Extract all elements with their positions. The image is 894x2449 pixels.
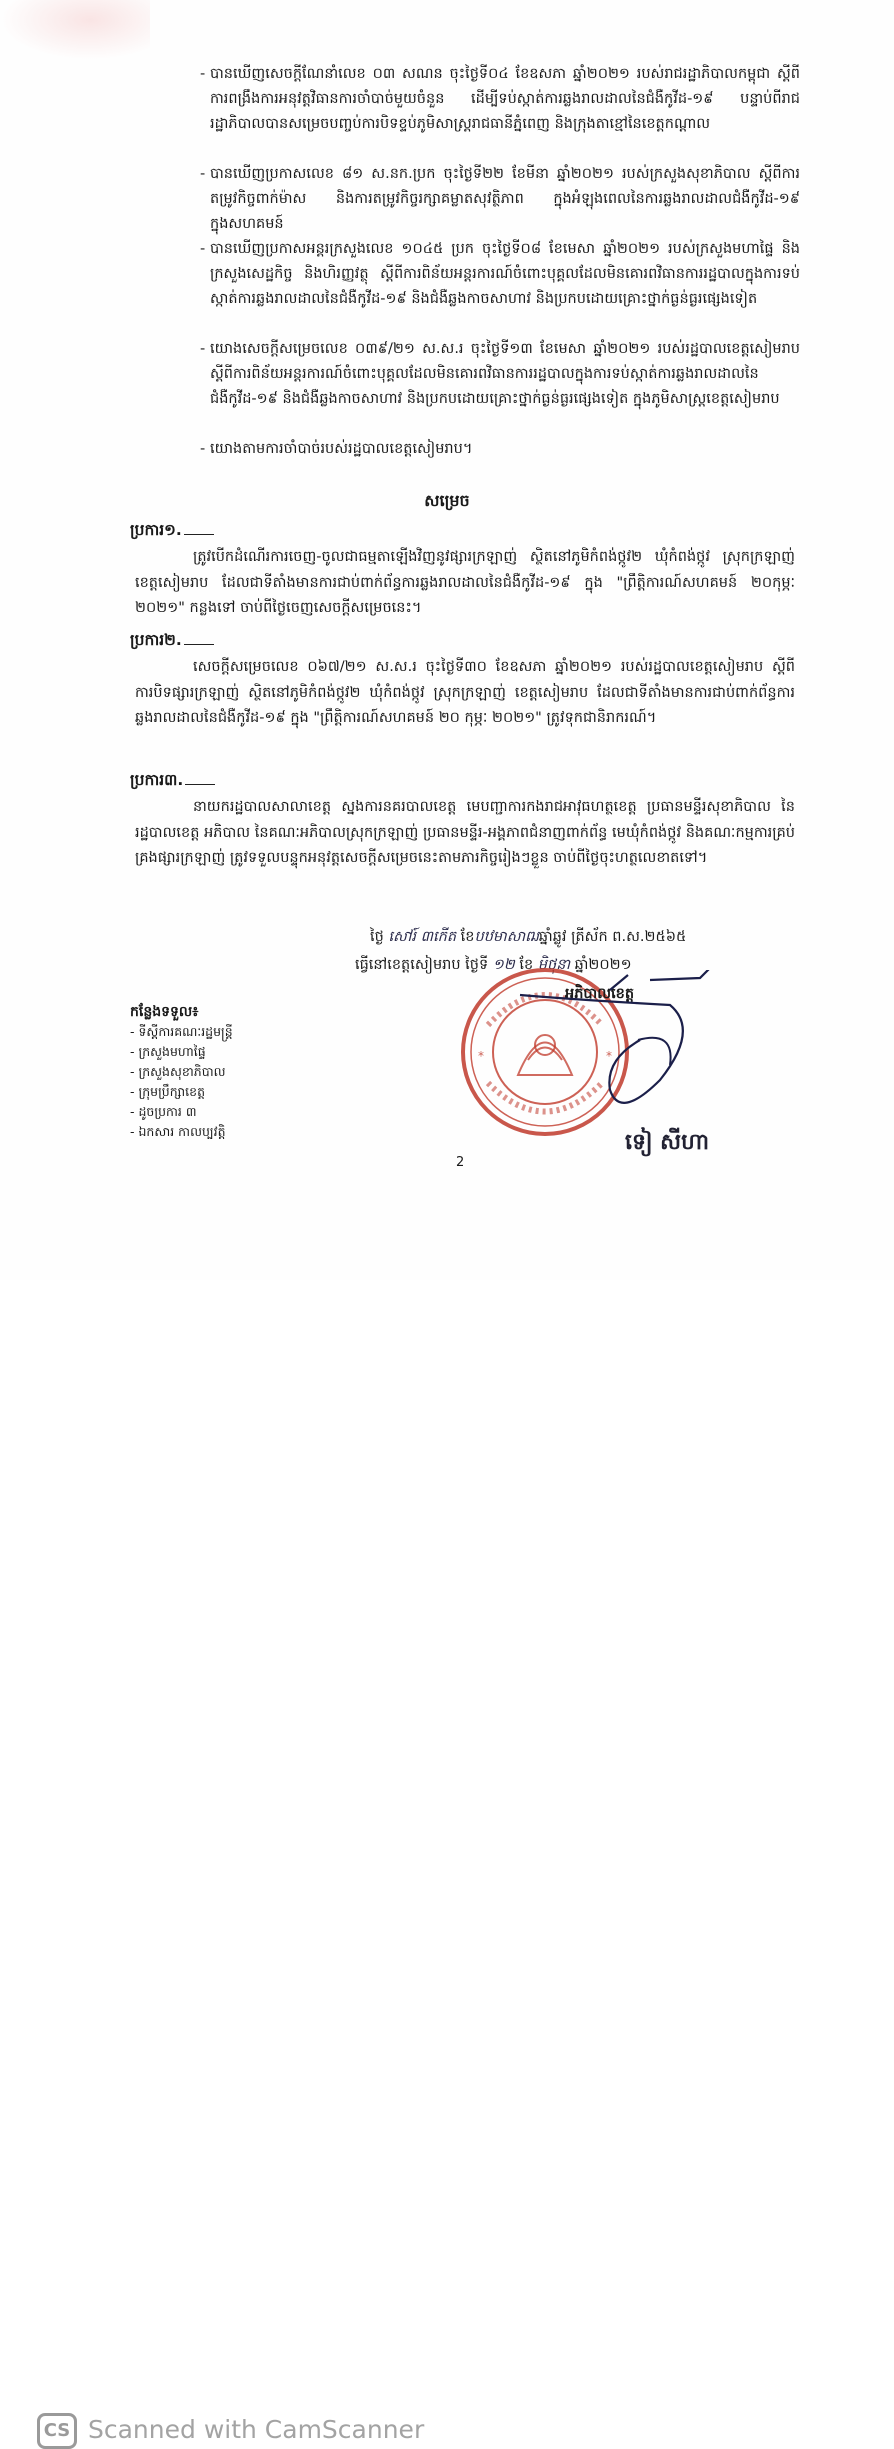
svg-text:*: * bbox=[606, 1049, 612, 1063]
place-date-line: ធ្វើនៅខេត្តសៀមរាប ថ្ងៃទី ១២ ខែ មិថុនា ឆ្នាំ២០២១ bbox=[355, 957, 632, 973]
preamble-item: - យោងតាមការចាំបាច់របស់រដ្ឋបាលខេត្តសៀមរាប។ bbox=[200, 441, 473, 457]
decision-heading: សម្រេច bbox=[424, 491, 470, 510]
preamble-item: - បានឃើញប្រកាសអន្តរក្រសួងលេខ ១០៤៥ ប្រក ចុះថ្ងៃទី០៨ ខែមេសា ឆ្នាំ២០២១ របស់ក្រសួងមហាផ្ទៃ និងក្រសួងសេដ្ឋកិច្ច និងហិរញ្ញវត្ថុ ស្តីពីការពិន័យអន្តរការណ៍ចំពោះបុគ្គលដែលមិនគោរពវិធានការរដ្ឋបាលក្នុងការទប់ស្កាត់ការឆ្លងរាលដាលនៃជំងឺកូវីដ-១៩ និងជំងឺឆ្លងកាចសាហាវ និងប្រកបដោយគ្រោះថ្នាក់ធ្ងន់ធ្ងរផ្សេងទៀត bbox=[200, 241, 800, 307]
article-3-heading: ប្រការ៣. bbox=[130, 770, 215, 793]
handwritten-signature bbox=[500, 970, 730, 1120]
handwritten-weekday: សៅរ៍ bbox=[388, 929, 417, 945]
recipient-item: - ឯកសារ កាលប្បវត្តិ bbox=[130, 1122, 233, 1142]
handwritten-month: មិថុនា bbox=[537, 957, 570, 973]
governor-title: អភិបាលខេត្ត bbox=[565, 986, 635, 1002]
signer-name: ទៀ សីហា bbox=[625, 1130, 710, 1155]
page-number: 2 bbox=[456, 1155, 465, 1170]
preamble-item: - បានឃើញសេចក្តីណែនាំលេខ ០៣ សណន ចុះថ្ងៃទី០៤ ខែឧសភា ឆ្នាំ២០២១ របស់រាជរដ្ឋាភិបាលកម្ពុជា ស្តីពីការពង្រឹងការអនុវត្តវិធានការចាំបាច់មួយចំនួន ដើម្បីទប់ស្កាត់ការឆ្លងរាលដាលនៃជំងឺកូវីដ-១៩ បន្ទាប់ពីរាជរដ្ឋាភិបាលបានសម្រេចបញ្ចប់ការបិទខ្ទប់ភូមិសាស្ត្ររាជធានីភ្នំពេញ និងក្រុងតាខ្មៅនៃខេត្តកណ្តាល bbox=[200, 66, 800, 132]
scan-blemish bbox=[0, 0, 150, 60]
lunar-date-line: ថ្ងៃ សៅរ៍ ៣កើត ខែបឋមាសាឍឆ្នាំឆ្លូវ ត្រីស័ក ព.ស.២៥៦៥ bbox=[370, 929, 687, 945]
recipient-item: - ដូចប្រការ ៣ bbox=[130, 1102, 233, 1122]
recipient-item: - ក្រុមប្រឹក្សាខេត្ត bbox=[130, 1082, 233, 1102]
recipients-list bbox=[130, 1022, 233, 1142]
handwritten-day: ១២ bbox=[492, 957, 515, 973]
svg-text:*: * bbox=[478, 1049, 484, 1063]
article-2-body: សេចក្តីសម្រេចលេខ ០៦៧/២១ ស.ស.រ ចុះថ្ងៃទី៣០ ខែឧសភា ឆ្នាំ២០២១ របស់រដ្ឋបាលខេត្តសៀមរាប ស្តីពីការបិទផ្សារក្រឡាញ់ ស្ថិតនៅភូមិកំពង់ថ្កូវ២ ឃុំកំពង់ថ្កូវ ស្រុកក្រឡាញ់ ខេត្តសៀមរាប ដែលជាទីតាំងមានការជាប់ពាក់ព័ន្ធការឆ្លងរាលដាលនៃជំងឺកូវីដ-១៩ ក្នុង "ព្រឹត្តិការណ៍សហគមន៍ ២០ កុម្ភៈ ២០២១" ត្រូវទុកជានិរាករណ៍។ bbox=[135, 659, 795, 726]
article-1-heading: ប្រការ១. bbox=[130, 520, 214, 543]
article-1-body: ត្រូវបើកដំណើរការចេញ-ចូលជាធម្មតាឡើងវិញនូវផ្សារក្រឡាញ់ ស្ថិតនៅភូមិកំពង់ថ្កូវ២ ឃុំកំពង់ថ្កូវ ស្រុកក្រឡាញ់ ខេត្តសៀមរាប ដែលជាទីតាំងមានការជាប់ពាក់ព័ន្ធការឆ្លងរាលដាលនៃជំងឺកូវីដ-១៩ ក្នុង "ព្រឹត្តិការណ៍សហគមន៍ ២០កុម្ភៈ ២០២១" កន្លងទៅ ចាប់ពីថ្ងៃចេញសេចក្តីសម្រេចនេះ។ bbox=[135, 549, 795, 616]
handwritten-lunar-day: ៣កើត bbox=[420, 929, 457, 945]
recipient-item: - ក្រសួងសុខាភិបាល bbox=[130, 1062, 233, 1082]
scanner-watermark bbox=[0, 1205, 894, 2444]
preamble-list bbox=[130, 62, 800, 462]
watermark-text: Scanned with CamScanner bbox=[88, 2415, 425, 2444]
recipients-title: កន្លែងទទួល៖ bbox=[130, 1004, 199, 1020]
article-2-heading: ប្រការ២. bbox=[130, 630, 214, 653]
recipient-item: - ទីស្តីការគណៈរដ្ឋមន្ត្រី bbox=[130, 1022, 233, 1042]
preamble-item: - បានឃើញប្រកាសលេខ ៨១ ស.នក.ប្រក ចុះថ្ងៃទី២២ ខែមីនា ឆ្នាំ២០២១ របស់ក្រសួងសុខាភិបាល ស្តីពីការតម្រូវកិច្ចពាក់ម៉ាស និងការតម្រូវកិច្ចរក្សាគម្លាតសុវត្ថិភាព ក្នុងអំឡុងពេលនៃការឆ្លងរាលដាលជំងឺកូវីដ-១៩ ក្នុងសហគមន៍ bbox=[200, 166, 800, 232]
preamble-item: - យោងសេចក្តីសម្រេចលេខ ០៣៩/២១ ស.ស.រ ចុះថ្ងៃទី១៣ ខែមេសា ឆ្នាំ២០២១ របស់រដ្ឋបាលខេត្តសៀមរាប ស្តីពីការពិន័យអន្តរការណ៍ចំពោះបុគ្គលដែលមិនគោរពវិធានការរដ្ឋបាលក្នុងការទប់ស្កាត់ការឆ្លងរាលដាលនៃជំងឺកូវីដ-១៩ និងជំងឺឆ្លងកាចសាហាវ និងប្រកបដោយគ្រោះថ្នាក់ធ្ងន់ធ្ងរផ្សេងទៀត ក្នុងភូមិសាស្ត្រខេត្តសៀមរាប bbox=[200, 341, 800, 407]
camscanner-logo-icon: CS bbox=[37, 2413, 77, 2449]
recipient-item: - ក្រសួងមហាផ្ទៃ bbox=[130, 1042, 233, 1062]
handwritten-lunar-month: បឋមាសាឍ bbox=[474, 929, 539, 945]
article-3-body: នាយករដ្ឋបាលសាលាខេត្ត ស្នងការនគរបាលខេត្ត មេបញ្ជាការកងរាជអាវុធហត្ថខេត្ត ប្រធានមន្ទីរសុខាភិបាល នៃរដ្ឋបាលខេត្ត អភិបាល នៃគណៈអភិបាលស្រុកក្រឡាញ់ ប្រធានមន្ទីរ-អង្គភាពជំនាញពាក់ព័ន្ធ មេឃុំកំពង់ថ្កូវ និងគណៈកម្មការគ្រប់គ្រងផ្សារក្រឡាញ់ ត្រូវទទួលបន្ទុកអនុវត្តសេចក្តីសម្រេចនេះតាមភារកិច្ចរៀងៗខ្លួន ចាប់ពីថ្ងៃចុះហត្ថលេខាតទៅ។ bbox=[135, 799, 795, 866]
